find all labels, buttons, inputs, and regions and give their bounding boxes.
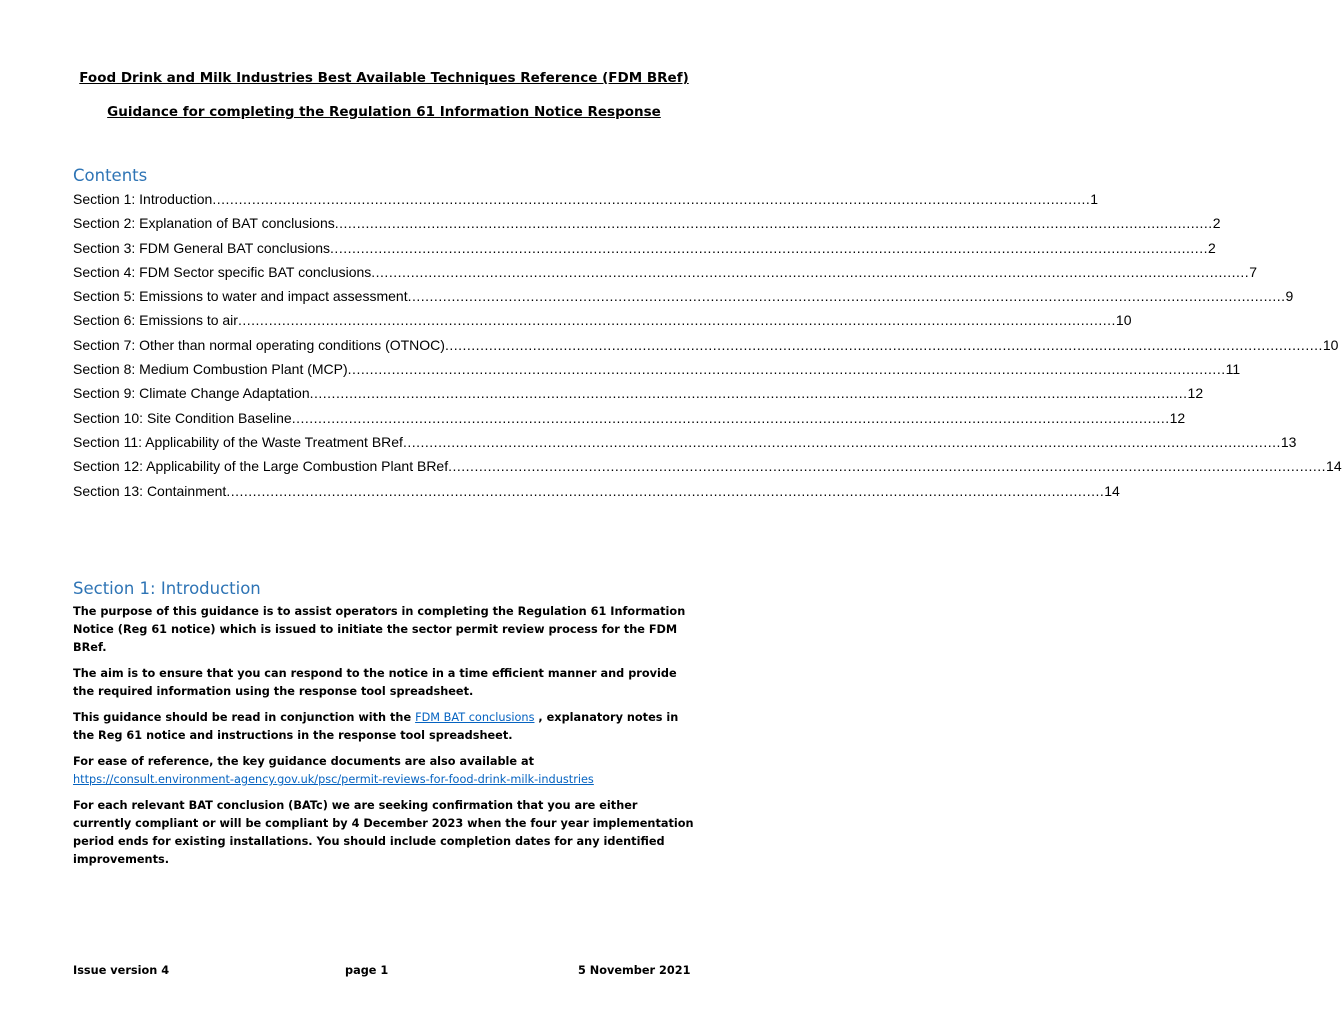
toc-entry-page: 10 — [1115, 312, 1132, 329]
toc-entry-label: Section 1: Introduction — [73, 191, 213, 207]
toc-dot-leader: ........................................................................................................................................................................................................ — [309, 385, 1188, 402]
document-subtitle: Guidance for completing the Regulation 61 Information Notice Response — [107, 104, 661, 120]
toc-entry-page: 13 — [1280, 433, 1297, 450]
toc-entry-page: 9 — [1285, 288, 1294, 305]
footer-page-number: page 1 — [345, 964, 389, 977]
table-of-contents — [73, 191, 1342, 507]
toc-entry[interactable] — [73, 215, 1221, 239]
toc-dot-leader: ........................................................................................................................................................................................................ — [226, 482, 1105, 499]
paragraph: The aim is to ensure that you can respond to the notice in a time efficient manner and provide the required information using the response tool spreadsheet. — [73, 667, 677, 698]
text: For ease of reference, the key guidance documents are also available at — [73, 755, 535, 768]
text: This guidance should be read in conjunction with the — [73, 711, 416, 724]
toc-entry-label: Section 11: Applicability of the Waste Treatment BRef — [73, 433, 403, 450]
toc-entry[interactable] — [73, 336, 1339, 361]
toc-entry[interactable] — [73, 361, 1241, 385]
toc-entry[interactable] — [73, 385, 1204, 409]
fdm-bat-conclusions-link[interactable]: FDM BAT conclusions — [415, 711, 535, 724]
toc-dot-leader: ........................................................................................................................................................................................................ — [371, 263, 1250, 280]
section1-heading: Section 1: Introduction — [73, 579, 261, 598]
text: , explanatory notes in the Reg 61 notice and instructions in the response tool spreadsheet. — [73, 711, 679, 742]
toc-dot-leader: ........................................................................................................................................................................................................ — [448, 458, 1327, 475]
toc-entry-page: 2 — [1207, 239, 1216, 256]
paragraph — [73, 753, 697, 789]
toc-entry[interactable] — [73, 288, 1294, 312]
document-title: Food Drink and Milk Industries Best Available Techniques Reference (FDM BRef) — [79, 70, 689, 86]
toc-dot-leader: ........................................................................................................................................................................................................ — [291, 409, 1170, 426]
toc-dot-leader: ........................................................................................................................................................................................................ — [347, 361, 1226, 378]
toc-entry[interactable] — [73, 312, 1132, 336]
toc-entry[interactable] — [73, 409, 1186, 434]
toc-dot-leader: ........................................................................................................................................................................................................ — [237, 312, 1116, 329]
toc-entry-page: 2 — [1212, 215, 1221, 232]
toc-entry-label: Section 8: Medium Combustion Plant (MCP) — [73, 361, 348, 378]
toc-entry-label: Section 9: Climate Change Adaptation — [73, 385, 310, 402]
consultation-url-link[interactable]: https://consult.environment-agency.gov.uk/psc/permit-reviews-for-food-drink-milk-industries — [73, 773, 594, 786]
toc-dot-leader: ........................................................................................................................................................................................................ — [212, 191, 1091, 207]
toc-entry-label: Section 7: Other than normal operating conditions (OTNOC) — [73, 336, 445, 353]
toc-entry[interactable] — [73, 263, 1257, 288]
toc-dot-leader: ........................................................................................................................................................................................................ — [330, 239, 1208, 256]
toc-entry[interactable] — [73, 458, 1342, 482]
toc-dot-leader: ........................................................................................................................................................................................................ — [402, 433, 1281, 450]
footer-issue-version: Issue version 4 — [73, 964, 170, 977]
footer-date: 5 November 2021 — [578, 964, 691, 977]
toc-entry-page: 10 — [1322, 336, 1339, 353]
toc-entry-label: Section 13: Containment — [73, 482, 227, 499]
toc-entry-page: 7 — [1249, 263, 1257, 280]
toc-entry-page: 11 — [1225, 361, 1241, 378]
contents-heading: Contents — [73, 166, 148, 185]
toc-entry-page: 14 — [1326, 458, 1342, 475]
paragraph: For each relevant BAT conclusion (BATc) we are seeking confirmation that you are either currently compliant or will be compliant by 4 December 2023 when the four year implementation period ends for existing installations. You should include completion dates for any identified improvements. — [73, 799, 694, 866]
toc-entry-page: 12 — [1187, 385, 1204, 402]
toc-entry-label: Section 10: Site Condition Baseline — [73, 409, 292, 426]
paragraph — [73, 709, 697, 745]
toc-entry-label: Section 12: Applicability of the Large Combustion Plant BRef — [73, 458, 449, 475]
toc-entry[interactable] — [73, 433, 1297, 458]
toc-entry-label: Section 5: Emissions to water and impact assessment — [73, 288, 408, 305]
toc-entry-label: Section 4: FDM Sector specific BAT conclusions — [73, 263, 372, 280]
toc-entry[interactable] — [73, 482, 1120, 507]
toc-entry-label: Section 6: Emissions to air — [73, 312, 238, 329]
toc-entry[interactable] — [73, 239, 1216, 264]
toc-entry-label: Section 3: FDM General BAT conclusions — [73, 239, 331, 256]
toc-entry-page: 12 — [1169, 409, 1186, 426]
paragraph: The purpose of this guidance is to assist operators in completing the Regulation 61 Information Notice (Reg 61 notice) which is issued to initiate the sector permit review process for the FDM BRef. — [73, 605, 686, 654]
toc-entry[interactable] — [73, 191, 1099, 215]
toc-entry-label: Section 2: Explanation of BAT conclusions — [73, 215, 335, 232]
toc-dot-leader: ........................................................................................................................................................................................................ — [407, 288, 1286, 305]
section1-body — [73, 603, 697, 877]
toc-dot-leader: ........................................................................................................................................................................................................ — [334, 215, 1213, 232]
toc-entry-page: 1 — [1090, 191, 1099, 207]
toc-entry-page: 14 — [1104, 482, 1120, 499]
toc-dot-leader: ........................................................................................................................................................................................................ — [444, 336, 1323, 353]
